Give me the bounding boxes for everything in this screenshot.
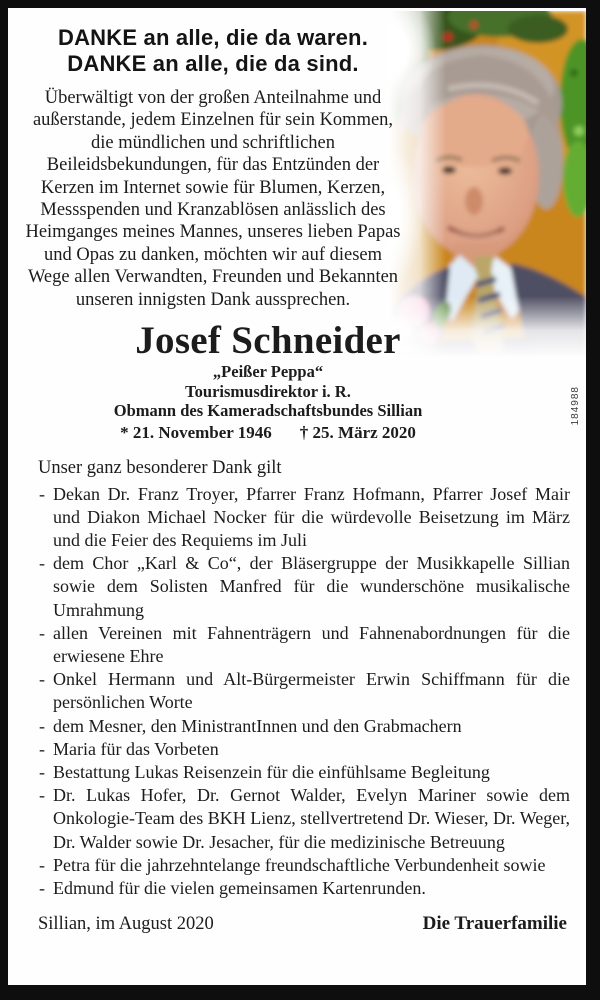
thanks-item [38, 715, 570, 738]
birth-date: * 21. November 1946 [120, 422, 272, 442]
headline-line-2: DANKE an alle, die da sind. [67, 51, 359, 76]
place-date: Sillian, im August 2020 [38, 914, 214, 935]
deceased-block [18, 320, 518, 443]
thanks-item-text: Bestattung Lukas Reisenzein für die einfühlsame Begleitung [53, 762, 490, 782]
thanks-item-text: Dr. Lukas Hofer, Dr. Gernot Walder, Evelyn Mariner sowie dem Onkologie-Team des BKH Lienz, stellvertretend Dr. Wieser, Dr. Weger, Dr. Walder sowie Dr. Jesacher, für die medizinische Betreuung [53, 785, 570, 852]
thanks-item-text: Onkel Hermann und Alt-Bürgermeister Erwin Schiffmann für die persönlichen Worte [53, 669, 570, 713]
thanks-item [38, 622, 570, 668]
deceased-name: Josef Schneider [135, 319, 401, 363]
deceased-nickname: „Peißer Peppa“ [212, 362, 324, 382]
thanks-item [38, 784, 570, 854]
intro-paragraph: Überwältigt von der großen Anteilnahme und außerstande, jedem Einzelnen für sein Kommen, die mündlichen und schriftlichen Beileidsbekundungen, für das Entzünden der Kerzen im Internet sowie für Blumen, Kerzen, Messspenden und Kranzablösen anlässlich des Heimganges meines Mannes, unseres lieben Papas und Opas zu danken, möchten wir auf diesem Wege allen Verwandten, Freunden und Bekannten unseren innigsten Dank aussprechen. [25, 88, 401, 310]
thanks-item [38, 854, 570, 877]
thanks-item-text: allen Vereinen mit Fahnenträgern und Fahnenabordnungen für die erwiesene Ehre [53, 622, 570, 666]
thanks-item [38, 483, 570, 553]
thanks-list [38, 483, 570, 901]
notice-content [8, 25, 586, 935]
thanks-item-text: dem Chor „Karl & Co“, der Bläsergruppe der Musikkapelle Sillian sowie dem Solisten Manfred für die wunderschöne musikalische Umrahmung [53, 553, 570, 620]
headline [22, 25, 404, 77]
death-date: † 25. März 2020 [299, 422, 416, 442]
thanks-item-text: Maria für das Vorbeten [53, 738, 219, 759]
thanks-item-text: Petra für die jahrzehntelange freundschaftliche Verbundenheit sowie [53, 854, 546, 875]
thanks-item [38, 552, 570, 622]
thanks-item-text: Dekan Dr. Franz Troyer, Pfarrer Franz Hofmann, Pfarrer Josef Mair und Diakon Michael Nocker für die würdevolle Beisetzung im März und die Feier des Requiems im Juli [53, 483, 570, 550]
notice-card [8, 8, 586, 985]
thanks-item [38, 668, 570, 714]
reference-number: 184988 [570, 386, 581, 426]
signature: Die Trauerfamilie [422, 913, 567, 935]
thanks-item [38, 877, 570, 900]
footer [38, 913, 567, 935]
deceased-role: Obmann des Kameradschaftsbundes Sillian [113, 401, 423, 421]
thanks-item-text: Edmund für die vielen gemeinsamen Kartenrunden. [53, 878, 426, 899]
thanks-intro: Unser ganz besonderer Dank gilt [38, 457, 282, 478]
thanks-item [38, 761, 570, 784]
deceased-title: Tourismusdirektor i. R. [185, 381, 351, 401]
headline-line-1: DANKE an alle, die da waren. [57, 25, 369, 50]
thanks-item-text: dem Mesner, den MinistrantInnen und den Grabmachern [53, 715, 462, 736]
thanks-item [38, 738, 570, 761]
life-dates [18, 423, 518, 443]
